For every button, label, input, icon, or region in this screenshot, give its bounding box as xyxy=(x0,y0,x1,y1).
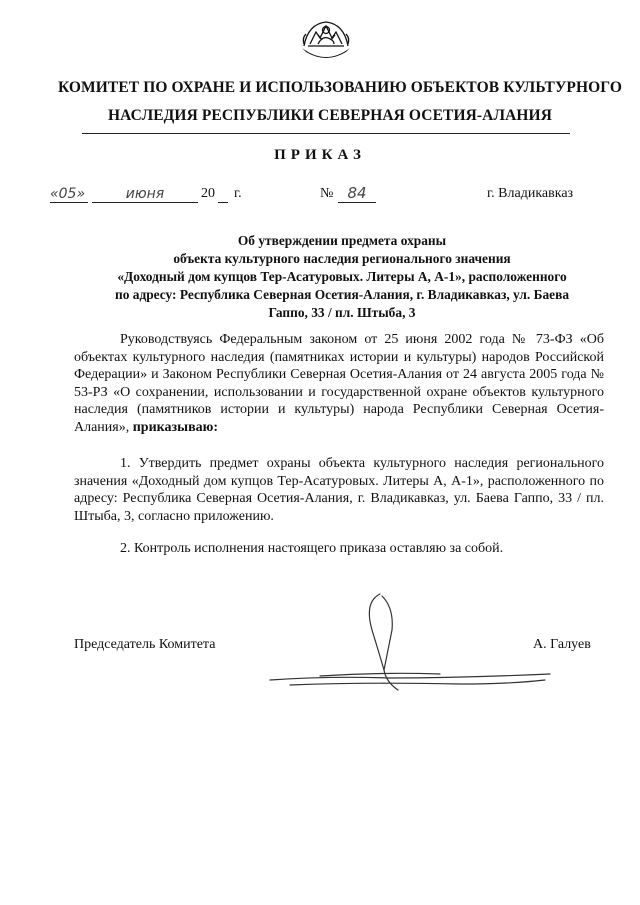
handwritten-signature xyxy=(260,590,560,700)
signatory-position: Председатель Комитета xyxy=(74,637,216,652)
order-date-year-suffix: г. xyxy=(234,186,242,201)
republic-emblem-icon xyxy=(298,14,354,64)
heading-line-1: Об утверждении предмета охраны xyxy=(237,233,447,248)
organization-name-line1: КОМИТЕТ ПО ОХРАНЕ И ИСПОЛЬЗОВАНИЮ ОБЪЕКТОВ КУЛЬТУРНОГО xyxy=(57,79,623,96)
preamble-decree-word: приказываю: xyxy=(132,419,218,435)
organization-name-line2: НАСЛЕДИЯ РЕСПУБЛИКИ СЕВЕРНАЯ ОСЕТИЯ-АЛАНИЯ xyxy=(108,107,552,124)
order-number-label: № xyxy=(320,186,334,201)
order-item-1: 1. Утвердить предмет охраны объекта культурного наследия регионального значения «Доходный дом купцов Тер-Асатуровых. Литеры А, А-1», расположенного по адресу: Республика Северная Осетия-Алания, г. Владикавказ, ул. Баева Гаппо, 33 / пл. Штыба, 3, согласно приложению. xyxy=(74,456,604,524)
header-divider xyxy=(82,133,570,134)
order-date-year-blank xyxy=(218,186,228,203)
order-date-year-prefix: 20 xyxy=(201,186,215,201)
order-item-2: 2. Контроль исполнения настоящего приказа оставляю за собой. xyxy=(120,541,504,556)
document-title: ПРИКАЗ xyxy=(274,147,366,163)
heading-line-2: объекта культурного наследия регионального значения xyxy=(173,251,511,266)
preamble-text: Руководствуясь Федеральным законом от 25 июня 2002 года № 73-ФЗ «Об объектах культурного наследия (памятниках истории и культуры) народов Российской Федерации» и Законом Республики Северная Осетия-Алания от 24 августа 2005 года № 53-РЗ «О сохранении, использовании и государственной охране объектов культурного наследия (памятников истории и культуры) народа Республики Северная Осетия-Алания», xyxy=(74,332,604,435)
order-date-day: «05» xyxy=(50,186,88,203)
order-date-month: июня xyxy=(92,186,198,203)
date-number-line xyxy=(0,186,640,210)
order-subject-heading xyxy=(72,232,612,322)
signatory-name: А. Галуев xyxy=(533,637,591,652)
preamble-paragraph xyxy=(74,331,604,437)
order-city: г. Владикавказ xyxy=(487,186,574,201)
heading-line-4: по адресу: Республика Северная Осетия-Алания, г. Владикавказ, ул. Баева xyxy=(114,287,570,302)
heading-line-5: Гаппо, 33 / пл. Штыба, 3 xyxy=(268,305,416,320)
order-number-value: 84 xyxy=(338,184,376,203)
heading-line-3: «Доходный дом купцов Тер-Асатуровых. Литеры А, А-1», расположенного xyxy=(117,269,567,284)
